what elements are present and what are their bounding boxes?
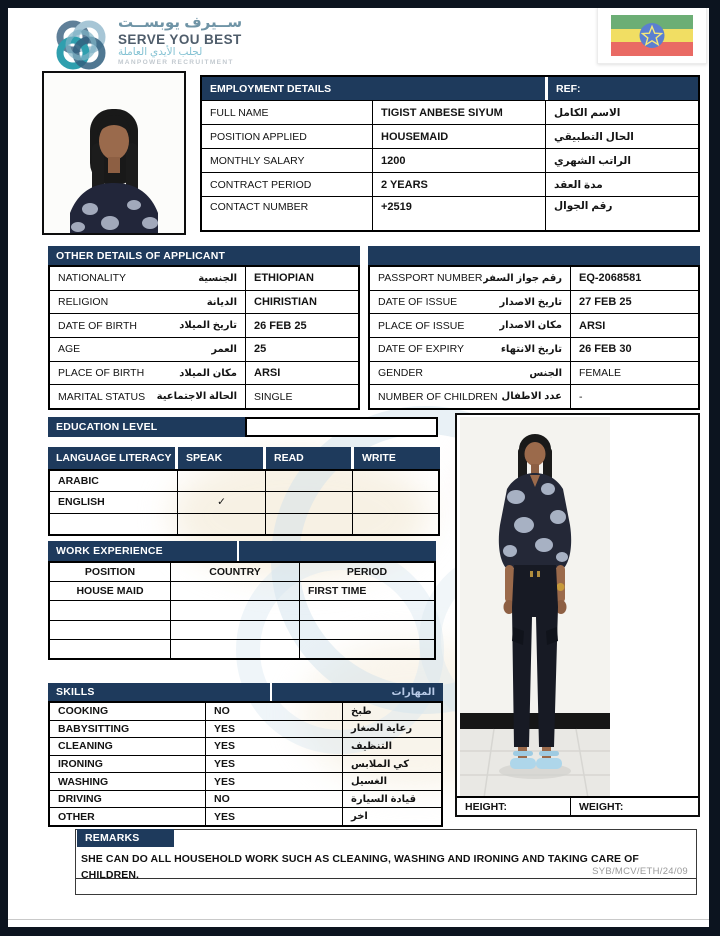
language-read — [265, 514, 352, 534]
skill-name: IRONING — [58, 758, 103, 771]
language-header-col: READ — [266, 447, 351, 469]
row-label-ar: تاريخ الاصدار — [499, 296, 562, 308]
row-label-ar: رقم جواز السفر — [482, 272, 562, 284]
employment-row — [202, 172, 698, 196]
detail-row — [50, 384, 358, 408]
skill-value: YES — [205, 721, 342, 738]
row-label-ar: الجنس — [529, 367, 562, 379]
work-country — [170, 621, 299, 639]
skill-row — [50, 807, 441, 825]
skill-value: YES — [205, 773, 342, 790]
logo-name-english: SERVE YOU BEST — [118, 31, 242, 47]
work-header-country: COUNTRY — [170, 563, 299, 581]
work-experience-title: WORK EXPERIENCE — [56, 545, 163, 557]
work-country — [170, 582, 299, 600]
frame-right — [709, 0, 720, 936]
detail-row — [50, 290, 358, 314]
full-body-photo-box — [455, 413, 700, 817]
work-period: FIRST TIME — [299, 582, 434, 600]
row-label: PLACE OF BIRTH — [58, 367, 145, 380]
row-value: ARSI — [570, 314, 698, 337]
row-label: NUMBER OF CHILDREN — [378, 390, 498, 403]
work-position — [50, 640, 170, 658]
work-position — [50, 621, 170, 639]
row-value: TIGIST ANBESE SIYUM — [372, 101, 545, 124]
row-value: 2 YEARS — [372, 173, 545, 196]
language-header-col: WRITE — [354, 447, 440, 469]
remarks-text: SHE CAN DO ALL HOUSEHOLD WORK SUCH AS CLEANING, WASHING AND IRONING AND TAKING CARE OF CHILDREN. — [81, 853, 639, 882]
skills-table — [48, 701, 443, 827]
skill-value: NO — [205, 791, 342, 808]
row-label-ar: الجنسية — [198, 272, 237, 284]
skill-row — [50, 737, 441, 755]
row-label-ar: الحالة الاجتماعية — [156, 391, 237, 403]
row-label: PLACE OF ISSUE — [378, 319, 465, 332]
row-value: ETHIOPIAN — [245, 267, 358, 290]
work-period — [299, 640, 434, 658]
logo-tagline-english: MANPOWER RECRUITMENT — [118, 58, 234, 66]
row-label: NATIONALITY — [58, 272, 127, 285]
other-details-title: OTHER DETAILS OF APPLICANT — [56, 249, 226, 262]
language-row — [50, 471, 438, 491]
row-label-ar: العمر — [211, 343, 237, 355]
work-header-row — [50, 563, 434, 581]
skill-label-ar: التنظيف — [342, 738, 441, 755]
skill-value: NO — [205, 703, 342, 720]
row-value: ARSI — [245, 362, 358, 385]
language-row — [50, 491, 438, 512]
row-value: 25 — [245, 338, 358, 361]
detail-row — [50, 337, 358, 361]
row-label: MARITAL STATUS — [58, 390, 146, 403]
skill-name: DRIVING — [58, 793, 102, 806]
employment-row — [202, 196, 698, 230]
flag-card — [597, 7, 707, 64]
language-header-col: SPEAK — [178, 447, 263, 469]
row-label: RELIGION — [58, 296, 109, 308]
work-header-period: PERIOD — [299, 563, 434, 581]
language-read — [265, 492, 352, 512]
skill-name: BABYSITTING — [58, 722, 130, 735]
skill-label-ar: قيادة السيارة — [342, 791, 441, 808]
frame-left — [0, 0, 8, 936]
row-label: MONTHLY SALARY — [210, 154, 305, 167]
row-label: AGE — [58, 343, 81, 356]
row-label: POSITION APPLIED — [210, 130, 307, 143]
other-details-title-bar — [48, 246, 360, 265]
row-label: DATE OF EXPIRY — [378, 343, 464, 356]
row-label-ar: الحال التطبيقي — [545, 125, 698, 148]
skill-label-ar: كي الملابس — [342, 756, 441, 773]
skill-name: COOKING — [58, 705, 109, 718]
language-name: ENGLISH — [58, 496, 105, 509]
row-value: HOUSEMAID — [372, 125, 545, 148]
row-label-ar: مكان الميلاد — [179, 367, 237, 379]
skill-label-ar: طبخ — [342, 703, 441, 720]
row-value: SINGLE — [245, 385, 358, 408]
work-position: HOUSE MAID — [76, 585, 144, 598]
row-value: 1200 — [372, 149, 545, 172]
row-value: - — [570, 385, 698, 408]
row-label-ar: تاريخ الميلاد — [179, 320, 237, 332]
skill-name: WASHING — [58, 775, 109, 788]
portrait-photo — [42, 71, 186, 235]
skill-name: CLEANING — [58, 740, 113, 753]
skill-label-ar: الغسيل — [342, 773, 441, 790]
work-row — [50, 620, 434, 639]
language-header-col: LANGUAGE LITERACY — [48, 447, 175, 469]
check-icon: ✓ — [177, 492, 265, 512]
skill-row — [50, 772, 441, 790]
skill-value: YES — [205, 738, 342, 755]
row-label: DATE OF BIRTH — [58, 319, 137, 332]
language-literacy-header — [48, 447, 440, 469]
other-details-left-table — [48, 265, 360, 410]
row-value: +2519 — [372, 197, 545, 230]
employment-title: EMPLOYMENT DETAILS — [202, 77, 545, 100]
row-label-ar: مكان الاصدار — [499, 320, 562, 332]
skill-value: YES — [205, 808, 342, 825]
row-label: CONTRACT PERIOD — [210, 178, 312, 191]
work-position — [50, 601, 170, 619]
language-read — [265, 471, 352, 491]
language-write — [352, 492, 438, 512]
remarks-title: REMARKS — [85, 832, 140, 844]
work-header-position: POSITION — [84, 566, 136, 579]
language-write — [352, 471, 438, 491]
other-details-right-table — [368, 265, 700, 410]
skill-label-ar: رعاية الصغار — [342, 721, 441, 738]
row-value: 26 FEB 30 — [570, 338, 698, 361]
logo-tagline-arabic: لجلب الأيدي العاملة — [118, 45, 203, 58]
skills-title-ar: المهارات — [391, 686, 435, 698]
work-row — [50, 581, 434, 600]
frame-top — [0, 0, 720, 8]
row-value: EQ-2068581 — [570, 267, 698, 290]
work-experience-table — [48, 561, 436, 660]
language-name: ARABIC — [58, 475, 99, 488]
detail-row — [370, 313, 698, 337]
education-level-value-box — [245, 417, 438, 437]
detail-row — [50, 313, 358, 337]
logo-text — [118, 15, 242, 66]
detail-row — [50, 361, 358, 385]
row-label: PASSPORT NUMBER — [378, 272, 483, 285]
work-row — [50, 600, 434, 619]
detail-row — [50, 267, 358, 290]
skill-row — [50, 755, 441, 773]
full-body-photo-image — [460, 417, 610, 798]
skill-label-ar: اخر — [342, 808, 441, 825]
skill-row — [50, 703, 441, 720]
row-label: FULL NAME — [210, 106, 269, 119]
skills-title: SKILLS — [56, 686, 95, 698]
detail-row — [370, 337, 698, 361]
language-speak — [177, 514, 265, 534]
remarks-title-bar — [77, 829, 174, 847]
employment-details-table — [200, 75, 700, 232]
page-bottom-edge — [8, 919, 709, 920]
detail-row — [370, 384, 698, 408]
education-level-title: EDUCATION LEVEL — [56, 421, 158, 433]
row-value: 26 FEB 25 — [245, 314, 358, 337]
row-label: DATE OF ISSUE — [378, 296, 458, 308]
weight-label: WEIGHT: — [570, 798, 698, 815]
portrait-photo-image — [44, 73, 184, 233]
detail-row — [370, 361, 698, 385]
row-label-ar: الراتب الشهري — [545, 149, 698, 172]
logo-name-arabic: ســيرف يوبســت — [118, 14, 243, 31]
row-label-ar: مدة العقد — [545, 173, 698, 196]
other-details-title-bar-right — [368, 246, 700, 265]
employment-ref-label: REF: — [548, 77, 698, 100]
education-level-bar — [48, 417, 245, 437]
work-period — [299, 601, 434, 619]
detail-row — [370, 267, 698, 290]
language-row — [50, 513, 438, 534]
document-ref-code: SYB/MCV/ETH/24/09 — [592, 866, 688, 877]
language-write — [352, 514, 438, 534]
skill-value: YES — [205, 756, 342, 773]
skill-row — [50, 790, 441, 808]
logo-knot-icon — [50, 16, 112, 74]
row-label: GENDER — [378, 367, 423, 380]
row-value: FEMALE — [570, 362, 698, 385]
row-label-ar: عدد الاطفال — [501, 391, 562, 403]
row-label-ar: تاريخ الانتهاء — [500, 343, 562, 355]
skill-name: OTHER — [58, 810, 95, 823]
row-value: CHIRISTIAN — [245, 291, 358, 314]
row-label-ar: رقم الجوال — [545, 197, 698, 230]
employment-row — [202, 100, 698, 124]
height-weight-row — [457, 796, 698, 815]
language-literacy-table — [48, 469, 440, 536]
language-name — [50, 514, 177, 534]
work-country — [170, 640, 299, 658]
frame-bottom — [0, 927, 720, 936]
skills-bar — [48, 683, 443, 701]
skill-row — [50, 720, 441, 738]
height-label: HEIGHT: — [465, 800, 507, 813]
row-label-ar: الديانة — [206, 296, 237, 308]
detail-row — [370, 290, 698, 314]
work-country — [170, 601, 299, 619]
work-experience-bar — [48, 541, 436, 561]
ethiopia-flag — [611, 15, 693, 56]
work-period — [299, 621, 434, 639]
row-value: 27 FEB 25 — [570, 291, 698, 314]
row-label-ar: الاسم الكامل — [545, 101, 698, 124]
employment-row — [202, 124, 698, 148]
row-label: CONTACT NUMBER — [210, 201, 309, 213]
employment-row — [202, 148, 698, 172]
work-row — [50, 639, 434, 658]
language-speak — [177, 471, 265, 491]
